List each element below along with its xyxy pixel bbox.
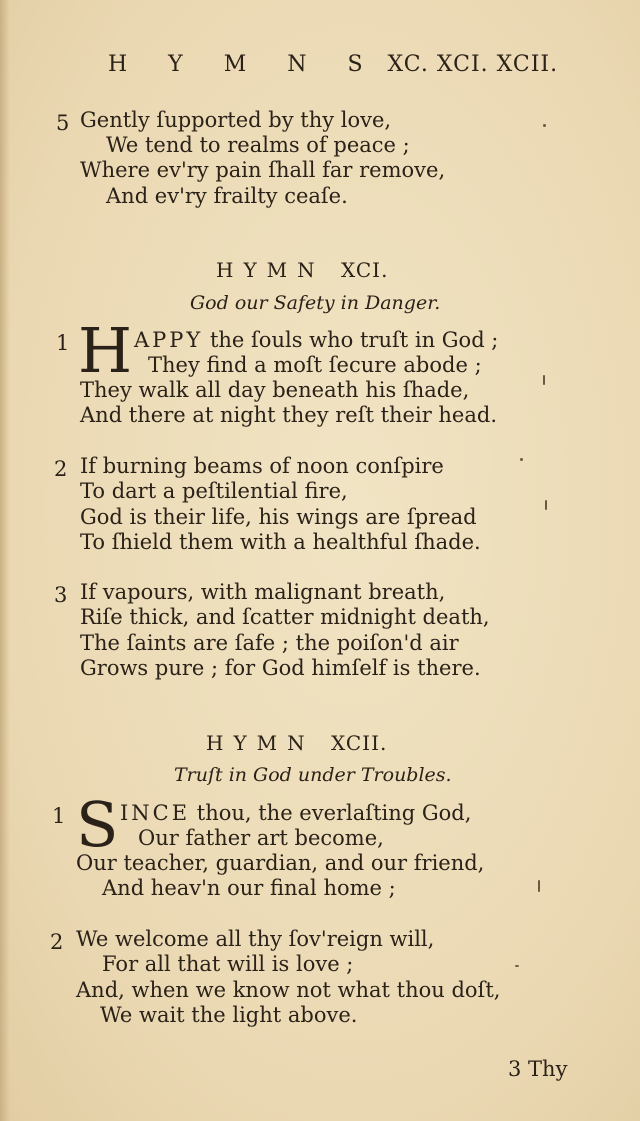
verse-line: Riſe thick, and ſcatter midnight death, bbox=[80, 605, 490, 629]
verse-line: Our father art become, bbox=[138, 826, 384, 850]
verse-line: Our teacher, guardian, and our friend, bbox=[76, 851, 485, 875]
verse-line: If burning beams of noon conſpire bbox=[80, 454, 444, 478]
verse-line: And there at night they reſt their head. bbox=[80, 403, 497, 427]
verse-line: And heav'n our final home ; bbox=[102, 876, 396, 900]
catchword: 3 Thy bbox=[508, 1057, 568, 1081]
hymn-label: HYMN bbox=[206, 731, 315, 755]
verse-line: And, when we know not what thou doſt, bbox=[76, 978, 501, 1002]
verse-line: And ev'ry frailty ceaſe. bbox=[106, 184, 348, 208]
verse-number: 3 bbox=[54, 583, 68, 607]
verse-number: 1 bbox=[52, 804, 66, 828]
verse-line: Grows pure ; for God himſelf is there. bbox=[80, 656, 481, 680]
page-edge-shadow bbox=[0, 0, 10, 1121]
hymn-numeral: XCI. bbox=[340, 258, 389, 282]
small-caps: APPY bbox=[134, 328, 204, 352]
verse-line: Where ev'ry pain ſhall far remove, bbox=[80, 158, 446, 182]
hymn-numbers: XC. XCI. XCII. bbox=[387, 52, 559, 77]
hymn-title bbox=[206, 731, 387, 755]
verse-line: They walk all day beneath his ſhade, bbox=[80, 378, 470, 402]
ink-speck bbox=[545, 500, 547, 510]
verse-line bbox=[120, 800, 471, 826]
ink-speck bbox=[543, 124, 546, 127]
verse-line: If vapours, with malignant breath, bbox=[80, 580, 446, 604]
small-caps: INCE bbox=[120, 801, 191, 825]
hymn-title bbox=[216, 258, 388, 282]
drop-cap: H bbox=[78, 314, 133, 387]
ink-speck bbox=[515, 965, 519, 967]
verse-line: They find a moſt ſecure abode ; bbox=[148, 353, 482, 377]
verse-number: 2 bbox=[54, 457, 68, 481]
drop-cap: S bbox=[76, 788, 119, 861]
verse-line bbox=[134, 327, 498, 353]
ink-speck bbox=[543, 375, 545, 385]
verse-number: 5 bbox=[56, 111, 70, 135]
hymn-subtitle: Truſt in God under Troubles. bbox=[174, 764, 452, 786]
verse-line: We tend to realms of peace ; bbox=[106, 133, 410, 157]
hymn-subtitle: God our Safety in Danger. bbox=[190, 292, 441, 314]
verse-number: 2 bbox=[50, 930, 64, 954]
running-title: H Y M N S bbox=[108, 52, 380, 77]
verse-line: The ſaints are ſafe ; the poiſon'd air bbox=[80, 631, 459, 655]
verse-line-rest: the ſouls who truſt in God ; bbox=[203, 328, 499, 352]
verse-line-rest: thou, the everlaſting God, bbox=[190, 801, 472, 825]
hymn-label: HYMN bbox=[216, 258, 325, 282]
verse-line: God is their life, his wings are ſpread bbox=[80, 505, 477, 529]
ink-speck bbox=[538, 880, 540, 892]
verse-line: We welcome all thy ſov'reign will, bbox=[76, 927, 435, 951]
verse-line: For all that will is love ; bbox=[102, 952, 354, 976]
verse-line: To dart a peſtilential fire, bbox=[80, 479, 348, 503]
ink-speck bbox=[520, 458, 523, 461]
verse-number: 1 bbox=[56, 331, 70, 355]
running-header bbox=[108, 52, 558, 77]
verse-line: Gently ſupported by thy love, bbox=[80, 108, 392, 132]
verse-line: We wait the light above. bbox=[100, 1003, 358, 1027]
verse-line: To ſhield them with a healthful ſhade. bbox=[80, 530, 481, 554]
hymn-numeral: XCII. bbox=[330, 731, 388, 755]
